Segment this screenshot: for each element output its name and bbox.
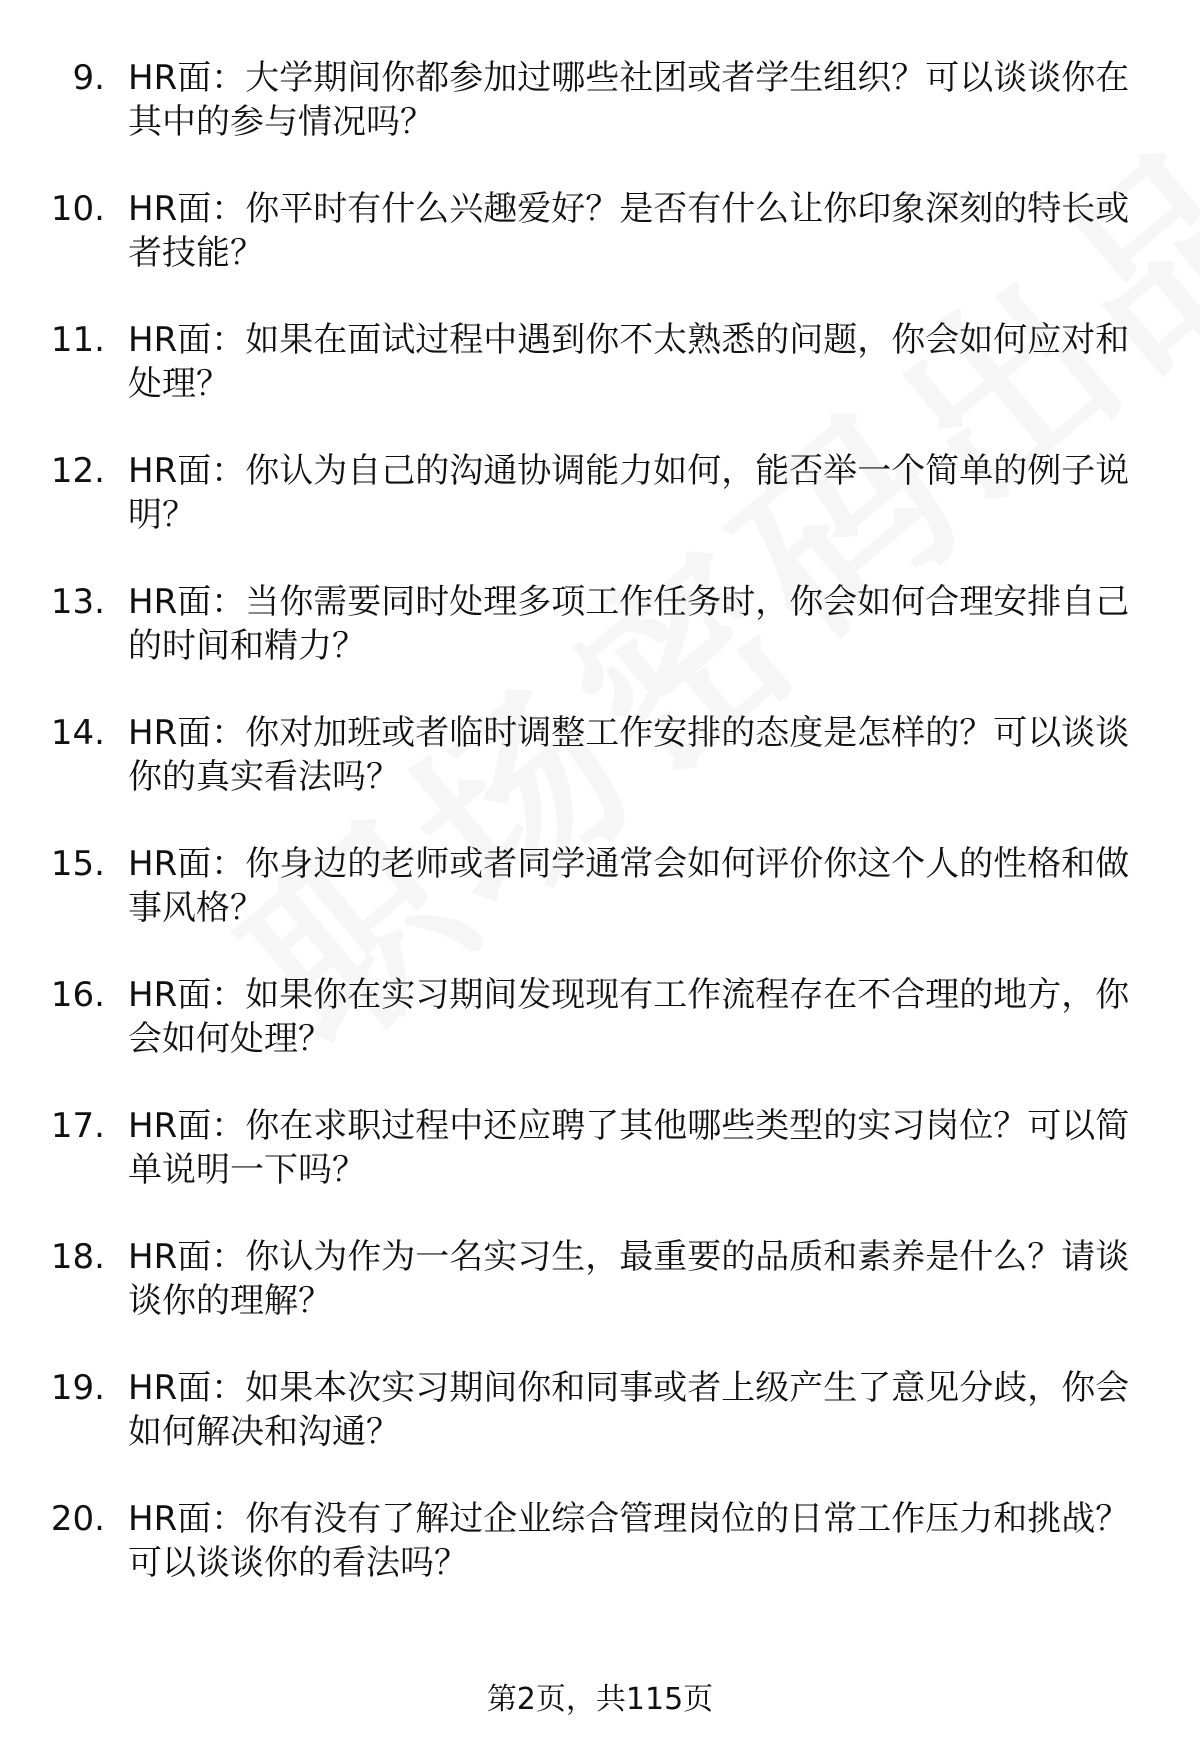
list-item	[0, 973, 1200, 1104]
list-item	[0, 1366, 1200, 1497]
question-text: HR面：当你需要同时处理多项工作任务时，你会如何合理安排自己的时间和精力？	[128, 582, 1130, 666]
question-text: HR面：你对加班或者临时调整工作安排的态度是怎样的？可以谈谈你的真实看法吗？	[128, 713, 1130, 797]
question-list	[0, 56, 1200, 1628]
list-item	[0, 1235, 1200, 1366]
question-number: 16.	[50, 975, 105, 1015]
question-number: 19.	[50, 1368, 105, 1408]
question-number: 9.	[72, 58, 105, 98]
question-text: HR面：大学期间你都参加过哪些社团或者学生组织？可以谈谈你在其中的参与情况吗？	[128, 58, 1130, 142]
list-item	[0, 1104, 1200, 1235]
list-item	[0, 449, 1200, 580]
question-number: 11.	[50, 320, 105, 360]
list-item	[0, 187, 1200, 318]
list-item	[0, 842, 1200, 973]
list-item	[0, 56, 1200, 187]
question-number: 15.	[50, 844, 105, 884]
question-number: 12.	[50, 451, 105, 491]
list-item	[0, 318, 1200, 449]
question-text: HR面：如果在面试过程中遇到你不太熟悉的问题，你会如何应对和处理？	[128, 320, 1130, 404]
question-text: HR面：你平时有什么兴趣爱好？是否有什么让你印象深刻的特长或者技能？	[128, 189, 1130, 273]
page-footer: 第2页，共115页	[486, 1682, 714, 1717]
question-text: HR面：你认为自己的沟通协调能力如何，能否举一个简单的例子说明？	[128, 451, 1130, 535]
list-item	[0, 711, 1200, 842]
question-number: 18.	[50, 1237, 105, 1277]
list-item	[0, 1497, 1200, 1628]
question-text: HR面：你认为作为一名实习生，最重要的品质和素养是什么？请谈谈你的理解？	[128, 1237, 1130, 1321]
question-number: 13.	[50, 582, 105, 622]
question-number: 14.	[50, 713, 105, 753]
question-text: HR面：你在求职过程中还应聘了其他哪些类型的实习岗位？可以简单说明一下吗？	[128, 1106, 1130, 1190]
question-text: HR面：如果本次实习期间你和同事或者上级产生了意见分歧，你会如何解决和沟通？	[128, 1368, 1130, 1452]
question-number: 20.	[50, 1499, 105, 1539]
question-text: HR面：你身边的老师或者同学通常会如何评价你这个人的性格和做事风格？	[128, 844, 1130, 928]
question-text: HR面：你有没有了解过企业综合管理岗位的日常工作压力和挑战？可以谈谈你的看法吗？	[128, 1499, 1130, 1583]
list-item	[0, 580, 1200, 711]
question-number: 10.	[50, 189, 105, 229]
question-text: HR面：如果你在实习期间发现现有工作流程存在不合理的地方，你会如何处理？	[128, 975, 1130, 1059]
question-number: 17.	[50, 1106, 105, 1146]
